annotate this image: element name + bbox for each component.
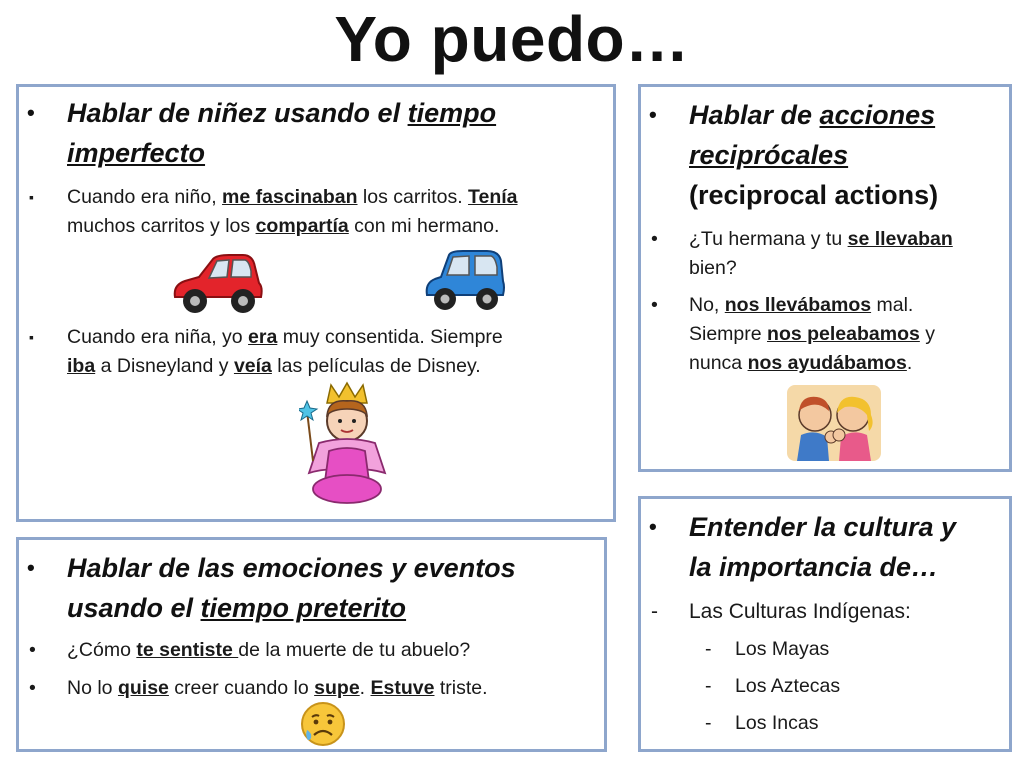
answer-feelings: • No lo quise creer cuando lo supe. Estuve triste. (29, 677, 488, 699)
question-siblings: • ¿Tu hermana y tu se llevaban bien? (651, 228, 953, 279)
culture-list-title: - Las Culturas Indígenas: (651, 600, 911, 623)
page-title: Yo puedo… (334, 3, 690, 75)
girl-example: ▪ Cuando era niña, yo era muy consentida. Siempre iba a Disneyland y veía las películas de Disney. (29, 326, 503, 377)
culture-box (638, 496, 1012, 752)
culture-item-mayas: - Los Mayas (705, 638, 830, 660)
culture-item-incas: - Los Incas (705, 712, 819, 734)
red-car-icon (169, 251, 265, 321)
imperfect-tense-box (16, 84, 616, 522)
princess-icon (299, 381, 395, 511)
box2-heading: • Hablar de acciones reciprócales (reciprocal actions) (649, 100, 939, 210)
fighting-kids-icon (787, 385, 881, 461)
blue-car-icon (423, 247, 507, 317)
boy-example: ▪ Cuando era niño, me fascinaban los carritos. Tenía muchos carritos y los compartía con mi hermano. (29, 186, 518, 237)
reciprocal-actions-box (638, 84, 1012, 472)
bullet: • (27, 100, 35, 125)
question-feelings: • ¿Cómo te sentiste de la muerte de tu abuelo? (29, 639, 471, 661)
answer-siblings: • No, nos llevábamos mal. Siempre nos peleabamos y nunca nos ayudábamos. (651, 294, 936, 374)
preterite-tense-box (16, 537, 607, 752)
box1-heading: • Hablar de niñez usando el tiempo imperfecto (67, 93, 496, 173)
box3-heading: • Hablar de las emociones y eventos usando el tiempo preterito (27, 553, 516, 623)
culture-item-aztecas: - Los Aztecas (705, 675, 841, 697)
box4-heading: • Entender la cultura y la importancia de… (649, 512, 957, 582)
sad-face-icon (299, 700, 347, 748)
